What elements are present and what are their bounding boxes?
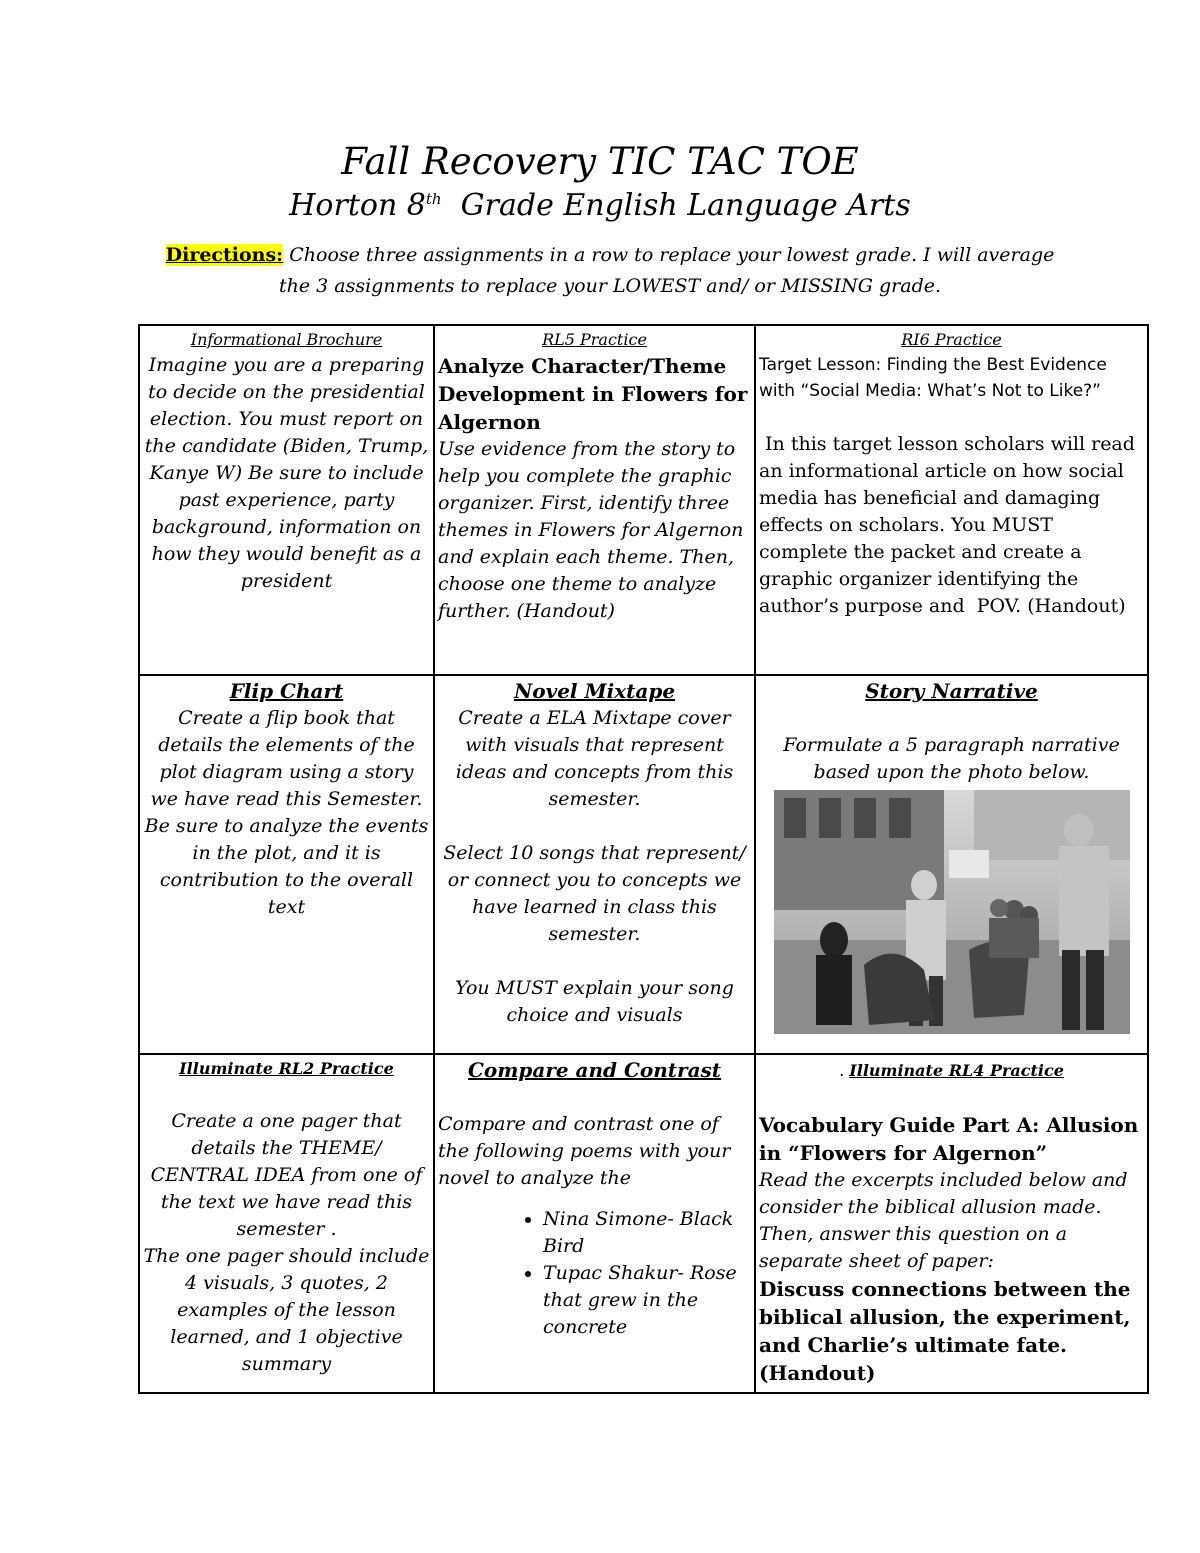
subtitle-prefix: Horton 8 — [289, 188, 426, 223]
cell-heading: Illuminate RL2 Practice — [179, 1059, 394, 1078]
poem-list — [438, 1206, 751, 1341]
cell-body-3: You MUST explain your song choice and visuals — [455, 977, 734, 1026]
historical-photo — [774, 790, 1130, 1034]
cell-heading: Informational Brochure — [190, 330, 383, 349]
cell-body-1: Create a ELA Mixtape cover with visuals that represent ideas and concepts from this semester. — [455, 707, 734, 810]
cell-compare-contrast — [434, 1054, 755, 1393]
cell-heading: Compare and Contrast — [467, 1058, 722, 1082]
board-row-1 — [139, 325, 1148, 675]
cell-heading: Flip Chart — [229, 679, 344, 703]
cell-body: In this target lesson scholars will read an informational article on how social media has beneficial and damaging effects on scholars. You MUST complete the packet and create a graphic organizer identifying the author’s purpose and POV. (Handout) — [759, 433, 1141, 617]
cell-heading: Illuminate RL4 Practice — [849, 1061, 1064, 1080]
cell-body: Imagine you are a preparing to decide on the presidential election. You must report on the candidate (Biden, Trump, Kanye W) Be sure to include past experience, party background, information on how they would benefit as a president — [144, 354, 429, 592]
cell-body-2: Select 10 songs that represent/ or connect you to concepts we have learned in class this semester. — [443, 842, 746, 945]
cell-body-1: Create a one pager that details the THEME/ CENTRAL IDEA from one of the text we have read this semester . — [150, 1110, 423, 1240]
cell-body-2: The one pager should include 4 visuals, 3 quotes, 2 examples of the lesson learned, and 1 objective summary — [143, 1245, 430, 1375]
cell-flip-chart — [139, 675, 434, 1054]
cell-novel-mixtape — [434, 675, 755, 1054]
document-header — [0, 138, 1200, 226]
cell-body: Compare and contrast one of the following poems with your novel to analyze the — [438, 1113, 731, 1189]
cell-body: Create a flip book that details the elements of the plot diagram using a story we have read this Semester. Be sure to analyze the events in the plot, and it is contribution to the overall text — [144, 707, 429, 918]
board-row-3 — [139, 1054, 1148, 1393]
cell-heading: Novel Mixtape — [513, 679, 676, 703]
cell-target-lesson: Target Lesson: Finding the Best Evidence with “Social Media: What’s Not to Like?” — [759, 355, 1107, 401]
cell-informational-brochure — [139, 325, 434, 675]
cell-heading: RI6 Practice — [901, 330, 1002, 349]
cell-title: Analyze Character/Theme Development in Flowers for Algernon — [438, 354, 748, 434]
cell-illuminate-rl4 — [755, 1054, 1148, 1393]
cell-title: Vocabulary Guide Part A: Allusion in “Flowers for Algernon” — [759, 1113, 1139, 1165]
directions — [160, 240, 1060, 302]
cell-illuminate-rl2 — [139, 1054, 434, 1393]
document-title: Fall Recovery TIC TAC TOE — [341, 140, 859, 183]
cell-heading: Story Narrative — [865, 679, 1038, 703]
cell-ri6-practice — [755, 325, 1148, 675]
cell-body: Formulate a 5 paragraph narrative based upon the photo below. — [783, 734, 1120, 783]
directions-label: Directions: — [165, 244, 284, 266]
cell-story-narrative — [755, 675, 1148, 1054]
cell-heading: RL5 Practice — [542, 330, 647, 349]
directions-text: Choose three assignments in a row to replace your lowest grade. I will average the 3 assignments to replace your LOWEST and/ or MISSING grade. — [278, 244, 1055, 297]
cell-question: Discuss connections between the biblical allusion, the experiment, and Charlie’s ultimate fate. (Handout) — [759, 1277, 1131, 1385]
cell-body: Use evidence from the story to help you complete the graphic organizer. First, identify three themes in Flowers for Algernon and explain each theme. Then, choose one theme to analyze further. (Handout) — [438, 438, 744, 622]
tic-tac-toe-board — [138, 324, 1149, 1394]
cell-rl5-practice — [434, 325, 755, 675]
document-subtitle — [0, 186, 1200, 226]
board-row-2 — [139, 675, 1148, 1054]
poem-item: • Tupac Shakur- Rose that grew in the concrete — [543, 1260, 751, 1341]
cell-body: Read the excerpts included below and consider the biblical allusion made. Then, answer this question on a separate sheet of paper: — [759, 1169, 1128, 1272]
subtitle-superscript: th — [425, 190, 442, 208]
poem-item: • Nina Simone- Black Bird — [543, 1206, 751, 1260]
subtitle-suffix: Grade English Language Arts — [441, 188, 911, 223]
cell-heading-prefix: . — [839, 1061, 850, 1080]
